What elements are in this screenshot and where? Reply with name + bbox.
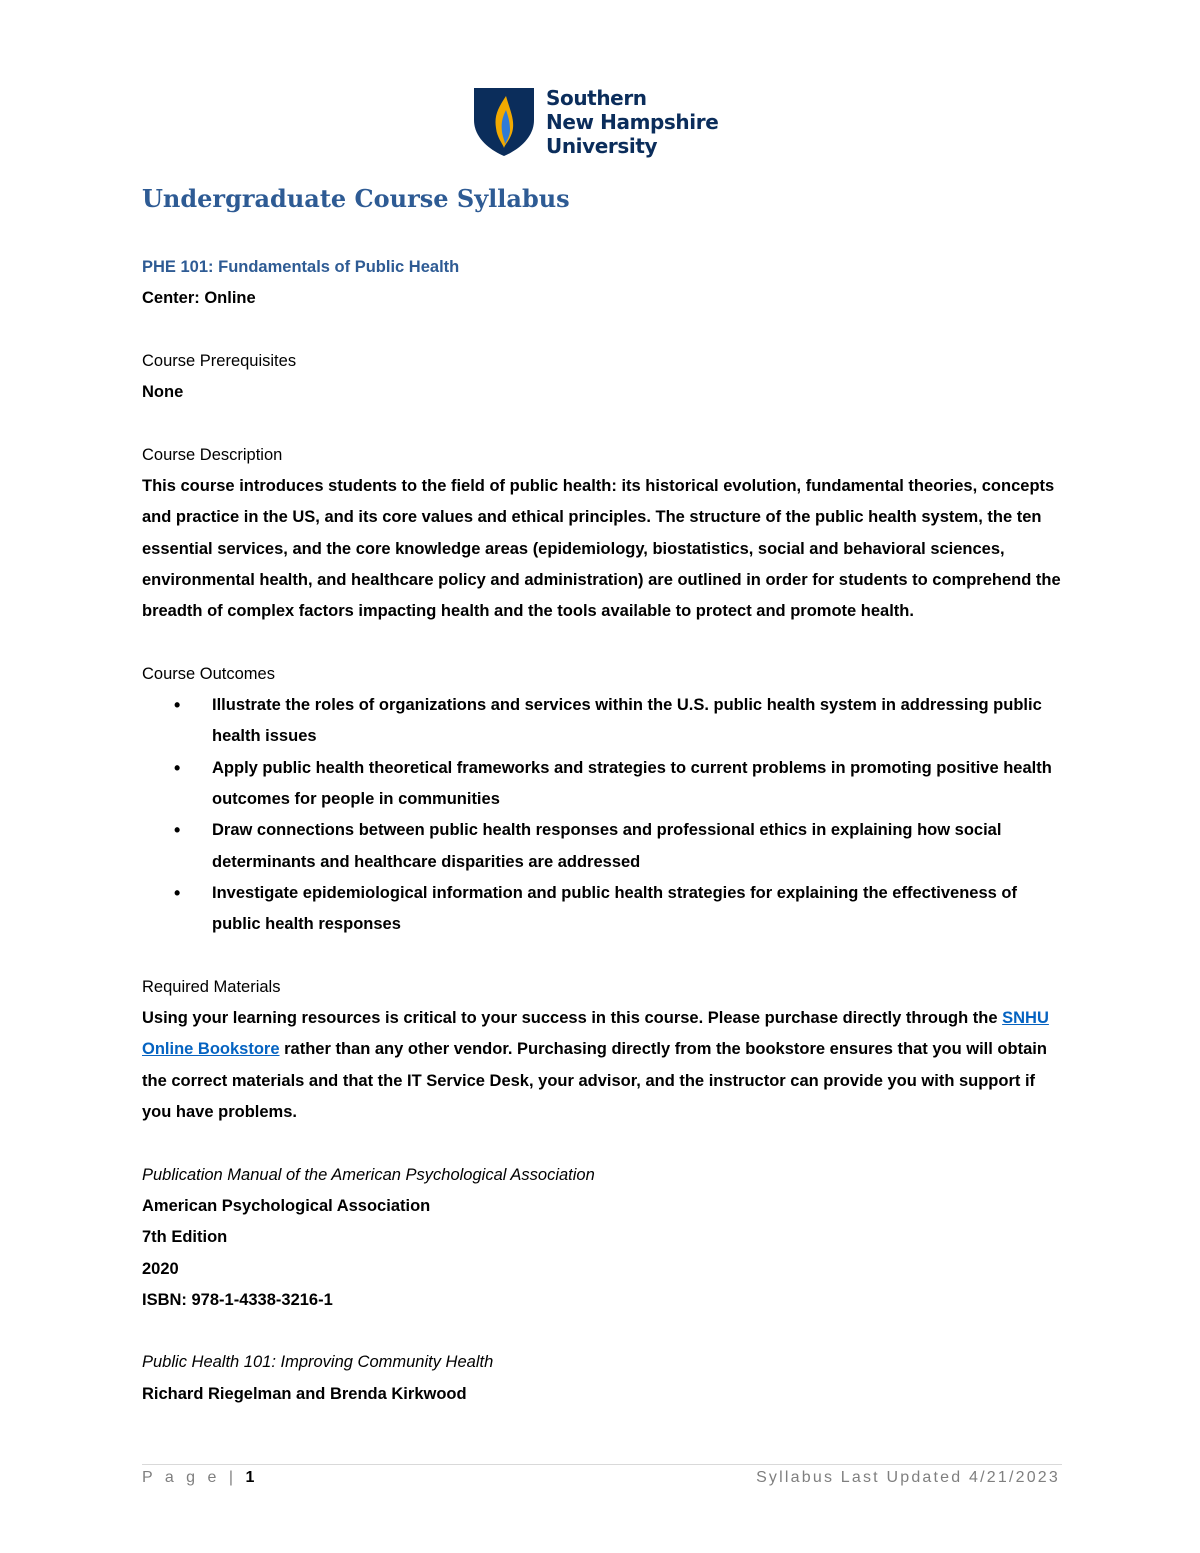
logo-line-2: New Hampshire: [546, 110, 719, 134]
course-code-title: PHE 101: Fundamentals of Public Health: [142, 258, 460, 276]
book-year: 2020: [142, 1259, 179, 1278]
snhu-bookstore-link[interactable]: SNHU Online Bookstore: [142, 1009, 1049, 1059]
book-edition: 7th Edition: [142, 1228, 228, 1247]
outcome-item: • Draw connections between public health responses and professional ethics in explaining how social determinants and healthcare disparities are addressed: [142, 815, 1062, 878]
syllabus-body: [142, 252, 1062, 1410]
book-author: Richard Riegelman and Brenda Kirkwood: [142, 1384, 467, 1403]
materials-heading: Required Materials: [142, 977, 281, 996]
prerequisites-value: None: [142, 383, 184, 402]
description-text: This course introduces students to the field of public health: its historical evolution, fundamental theories, concepts and practice in the US, and its core values and ethical principles. The structure of the public health system, the ten essential services, and the core knowledge areas (epidemiology, biostatistics, social and behavioral sciences, environmental health, and healthcare policy and administration) are outlined in order for students to comprehend the breadth of complex factors impacting health and the tools available to protect and promote health.: [142, 477, 1061, 621]
outcome-item: • Investigate epidemiological information and public health strategies for explaining the effectiveness of public health responses: [142, 878, 1062, 941]
footer-divider: [142, 1464, 1062, 1465]
outcome-item: • Illustrate the roles of organizations and services within the U.S. public health system in addressing public health issues: [142, 690, 1062, 753]
book-title: Public Health 101: Improving Community Health: [142, 1353, 494, 1372]
materials-text-before: Using your learning resources is critical to your success in this course. Please purchase directly through the: [142, 1009, 1003, 1028]
outcomes-list: [142, 690, 1062, 940]
footer-page-number: [142, 1469, 258, 1487]
book-title: Publication Manual of the American Psychological Association: [142, 1165, 595, 1184]
book-isbn: ISBN: 978-1-4338-3216-1: [142, 1290, 333, 1309]
logo-line-3: University: [546, 134, 658, 158]
outcome-item: • Apply public health theoretical frameworks and strategies to current problems in promoting positive health outcomes for people in communities: [142, 753, 1062, 816]
logo-line-1: Southern: [546, 86, 647, 110]
page-label: P a g e |: [142, 1469, 238, 1486]
shield-flame-icon: [472, 86, 536, 158]
course-center: Center: Online: [142, 289, 256, 308]
materials-text-after: rather than any other vendor. Purchasing directly from the bookstore ensures that you will obtain the correct materials and that the IT Service Desk, your advisor, and the instructor can provide you with support if you have problems.: [142, 1040, 1047, 1122]
book-author: American Psychological Association: [142, 1196, 431, 1215]
page-number: 1: [245, 1469, 259, 1486]
footer-last-updated: Syllabus Last Updated 4/21/2023: [756, 1469, 1060, 1486]
snhu-logo: [472, 86, 732, 158]
materials-text: [142, 1003, 1062, 1128]
prerequisites-heading: Course Prerequisites: [142, 351, 297, 370]
outcomes-heading: Course Outcomes: [142, 664, 275, 683]
description-heading: Course Description: [142, 445, 283, 464]
page-title: Undergraduate Course Syllabus: [142, 184, 570, 213]
